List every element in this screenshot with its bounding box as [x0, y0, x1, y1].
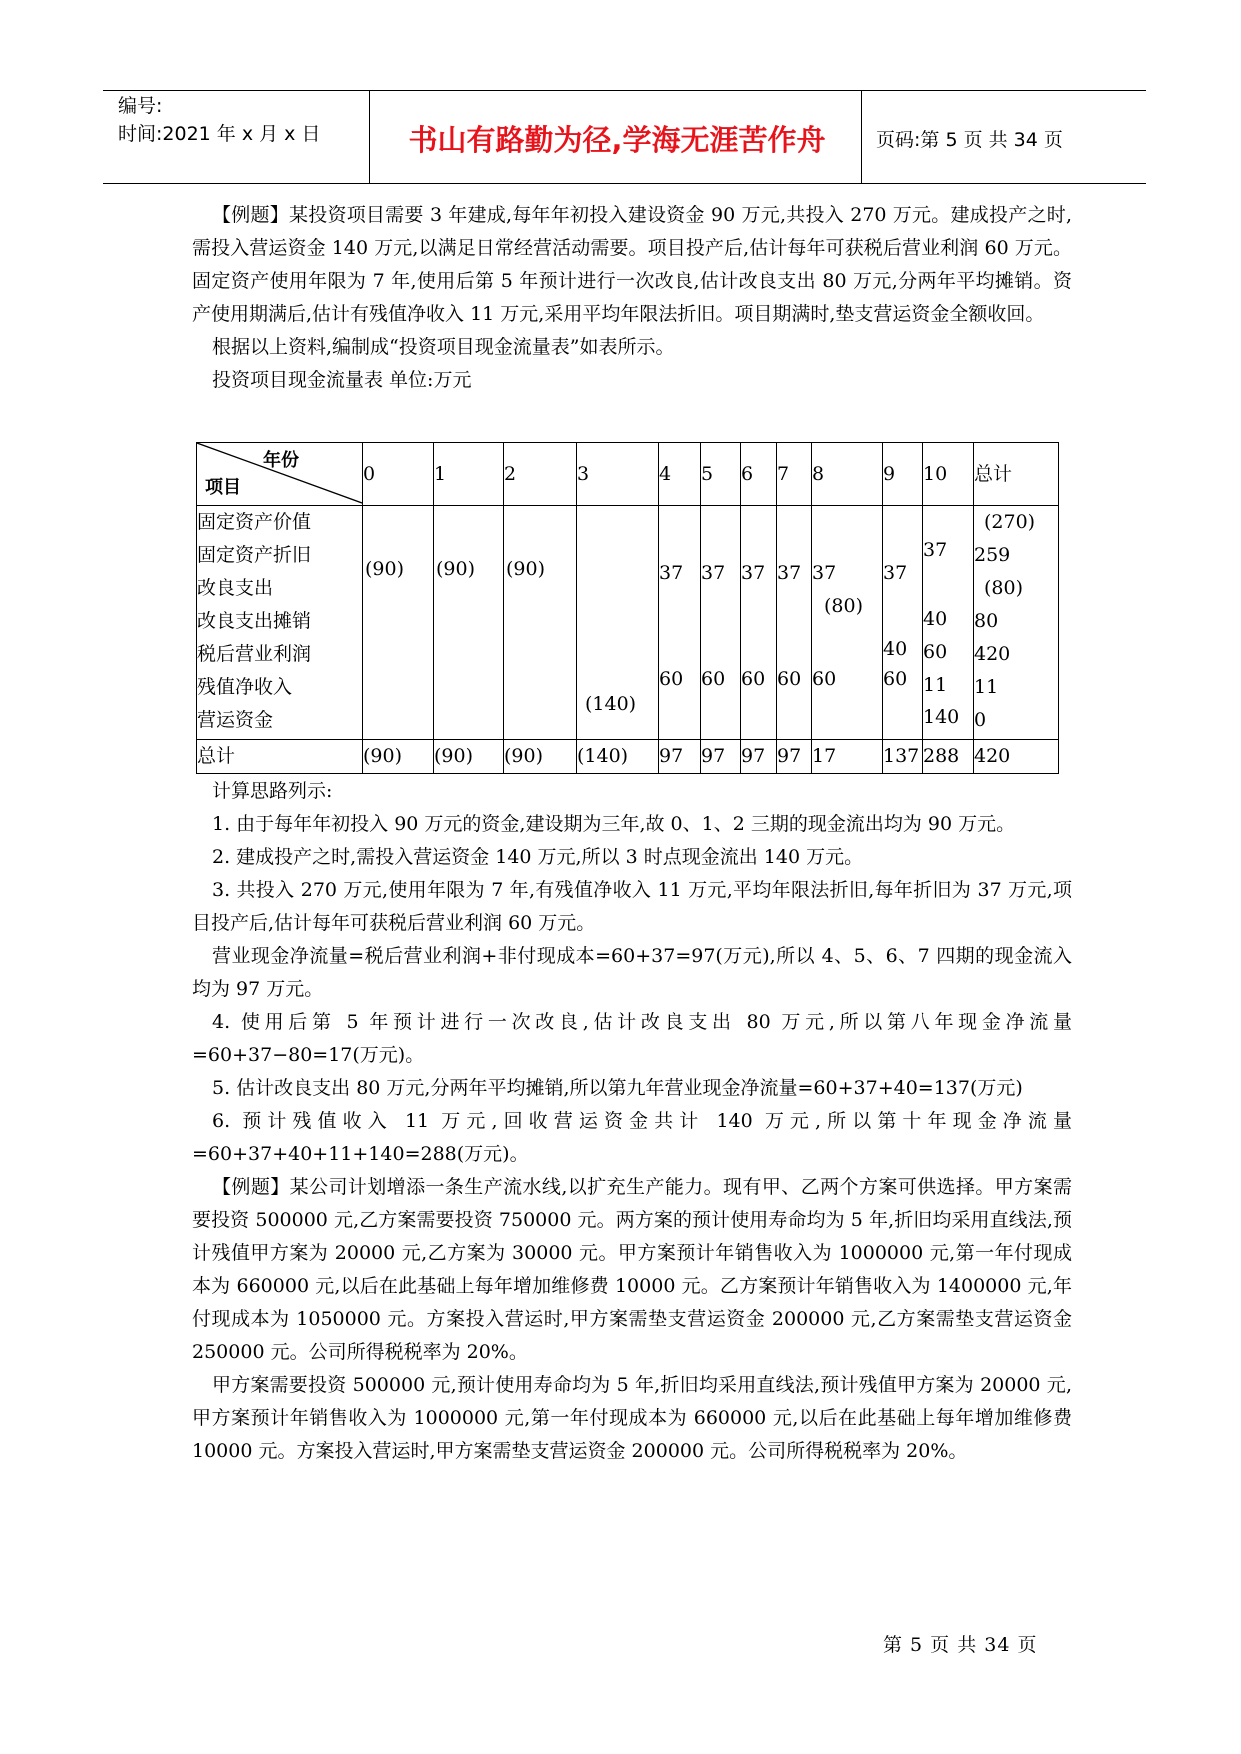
total-value: 97 — [701, 740, 741, 774]
total-value: (90) — [363, 740, 434, 774]
corner-year-label: 年份 — [263, 450, 299, 471]
table-intro: 根据以上资料,编制成“投资项目现金流量表”如表所示。 — [212, 336, 675, 358]
year-5-cell — [701, 506, 741, 740]
total-value: 420 — [974, 740, 1059, 774]
document-number: 编号: — [118, 95, 163, 117]
year-4-cell — [659, 506, 701, 740]
document-time: 时间:2021 年 x 月 x 日 — [118, 123, 321, 145]
row-label: 固定资产价值 — [197, 511, 312, 533]
total-column-cell — [974, 506, 1059, 740]
table-caption: 投资项目现金流量表 单位:万元 — [212, 369, 472, 391]
year-header: 0 — [363, 443, 434, 506]
year-header: 2 — [504, 443, 577, 506]
header-divider-left — [369, 90, 370, 183]
header-top-rule — [103, 90, 1146, 91]
total-value: 97 — [741, 740, 777, 774]
total-value: 137 — [883, 740, 923, 774]
cell-value: 259 — [974, 544, 1011, 566]
year-9-cell — [883, 506, 923, 740]
row-label: 改良支出 — [197, 577, 274, 599]
example2-paragraph: 【例题】某公司计划增添一条生产流水线,以扩充生产能力。现有甲、乙两个方案可供选择。甲方案需要投资 500000 元,乙方案需要投资 750000 元。两方案的预计使用寿命均为 5 年,折旧均采用直线法,预计残值甲方案为 20000 元,乙方案为 30000 元。甲方案预计年销售收入为 1000000 元,第一年付现成本为 660000 元,以后在此基础上每年增加维修费 10000 元。乙方案预计年销售收入为 1400000 元,年付现成本为 1050000 元。方案投入营运时,甲方案需垫支营运资金 200000 元,乙方案需垫支营运资金 250000 元。公司所得税税率为 20%。 — [192, 1176, 1072, 1363]
total-value: 288 — [923, 740, 974, 774]
year-6-cell — [741, 506, 777, 740]
cell-value: (80) — [984, 577, 1024, 599]
total-value: (90) — [504, 740, 577, 774]
row-label: 改良支出摊销 — [197, 610, 312, 632]
cell-value: 37 — [701, 562, 726, 584]
year-header: 5 — [701, 443, 741, 506]
year-7-cell — [777, 506, 812, 740]
cell-value: (90) — [436, 558, 476, 580]
cell-value: 40 — [883, 638, 908, 660]
table-corner-cell — [197, 443, 363, 506]
calc-title: 计算思路列示: — [212, 780, 333, 802]
table-total-row — [197, 740, 1059, 774]
table-body-row — [197, 506, 1059, 740]
row-label: 税后营业利润 — [197, 643, 312, 665]
cell-value: 60 — [741, 668, 766, 690]
cell-value: 60 — [777, 668, 802, 690]
cell-value: 60 — [701, 668, 726, 690]
cell-value: 11 — [974, 676, 999, 698]
year-header: 1 — [434, 443, 504, 506]
cell-value: (80) — [824, 595, 864, 617]
total-value: 97 — [659, 740, 701, 774]
cell-value: (140) — [585, 693, 637, 715]
cell-value: 60 — [883, 668, 908, 690]
total-value: (140) — [577, 740, 659, 774]
year-0-cell — [363, 506, 434, 740]
total-value: 17 — [812, 740, 883, 774]
calc-step-5: 5. 估计改良支出 80 万元,分两年平均摊销,所以第九年营业现金净流量=60+37+40=137(万元) — [212, 1077, 1023, 1099]
year-1-cell — [434, 506, 504, 740]
year-8-cell — [812, 506, 883, 740]
calc-step-3b: 营业现金净流量=税后营业利润+非付现成本=60+37=97(万元),所以 4、5、6、7 四期的现金流入均为 97 万元。 — [192, 945, 1072, 1000]
table-header-row — [197, 443, 1059, 506]
cell-value: 37 — [741, 562, 766, 584]
calc-step-2: 2. 建成投产之时,需投入营运资金 140 万元,所以 3 时点现金流出 140 万元。 — [212, 846, 864, 868]
year-header: 总计 — [974, 443, 1059, 506]
year-header: 6 — [741, 443, 777, 506]
year-2-cell — [504, 506, 577, 740]
total-label: 总计 — [197, 740, 363, 774]
row-label: 残值净收入 — [197, 676, 293, 698]
cell-value: 37 — [812, 562, 837, 584]
example-paragraph: 【例题】某投资项目需要 3 年建成,每年年初投入建设资金 90 万元,共投入 270 万元。建成投产之时,需投入营运资金 140 万元,以满足日常经营活动需要。项目投产后,估计每年可获税后营业利润 60 万元。固定资产使用年限为 7 年,使用后第 5 年预计进行一次改良,估计改良支出 80 万元,分两年平均摊销。资产使用期满后,估计有残值净收入 11 万元,采用平均年限法折旧。项目期满时,垫支营运资金全额收回。 — [192, 204, 1072, 325]
cell-value: (90) — [365, 558, 405, 580]
calc-step-6: 6. 预计残值收入 11 万元,回收营运资金共计 140 万元,所以第十年现金净流量=60+37+40+11+140=288(万元)。 — [192, 1110, 1072, 1165]
header-meta — [118, 92, 320, 148]
document-body-top — [192, 199, 1072, 397]
cell-value: 60 — [812, 668, 837, 690]
example2-summary: 甲方案需要投资 500000 元,预计使用寿命均为 5 年,折旧均采用直线法,预计残值甲方案为 20000 元,甲方案预计年销售收入为 1000000 元,第一年付现成本为 660000 元,以后在此基础上每年增加维修费 10000 元。方案投入营运时,甲方案需垫支营运资金 200000 元。公司所得税税率为 20%。 — [192, 1374, 1072, 1462]
cell-value: 11 — [923, 674, 948, 696]
calc-step-3: 3. 共投入 270 万元,使用年限为 7 年,有残值净收入 11 万元,平均年限法折旧,每年折旧为 37 万元,项目投产后,估计每年可获税后营业利润 60 万元。 — [192, 879, 1072, 934]
calc-step-4: 4. 使用后第 5 年预计进行一次改良,估计改良支出 80 万元,所以第八年现金净流量=60+37−80=17(万元)。 — [192, 1011, 1072, 1066]
document-body-bottom — [192, 775, 1072, 1468]
cell-value: (270) — [984, 511, 1036, 533]
year-header: 3 — [577, 443, 659, 506]
cell-value: 60 — [923, 641, 948, 663]
row-label: 固定资产折旧 — [197, 544, 312, 566]
cell-value: 140 — [923, 706, 960, 728]
year-header: 4 — [659, 443, 701, 506]
year-header: 10 — [923, 443, 974, 506]
header-motto: 书山有路勤为径,学海无涯苦作舟 — [408, 123, 826, 157]
header-page-number: 页码:第 5 页 共 34 页 — [876, 129, 1063, 151]
cell-value: 80 — [974, 610, 999, 632]
year-header: 9 — [883, 443, 923, 506]
cell-value: (90) — [506, 558, 546, 580]
total-value: 97 — [777, 740, 812, 774]
year-3-cell — [577, 506, 659, 740]
cell-value: 37 — [883, 562, 908, 584]
header-bottom-rule — [103, 183, 1146, 184]
cash-flow-table — [196, 442, 1059, 774]
corner-item-label: 项目 — [205, 477, 241, 498]
row-label: 营运资金 — [197, 709, 274, 731]
year-header: 8 — [812, 443, 883, 506]
cell-value: 40 — [923, 608, 948, 630]
cell-value: 37 — [777, 562, 802, 584]
cell-value: 0 — [974, 709, 987, 731]
year-10-cell — [923, 506, 974, 740]
cell-value: 420 — [974, 643, 1011, 665]
cell-value: 60 — [659, 668, 684, 690]
cell-value: 37 — [923, 539, 948, 561]
year-header: 7 — [777, 443, 812, 506]
row-labels-cell — [197, 506, 363, 740]
total-value: (90) — [434, 740, 504, 774]
calc-step-1: 1. 由于每年年初投入 90 万元的资金,建设期为三年,故 0、1、2 三期的现金流出均为 90 万元。 — [212, 813, 1016, 835]
cell-value: 37 — [659, 562, 684, 584]
footer-page-number: 第 5 页 共 34 页 — [883, 1634, 1038, 1656]
